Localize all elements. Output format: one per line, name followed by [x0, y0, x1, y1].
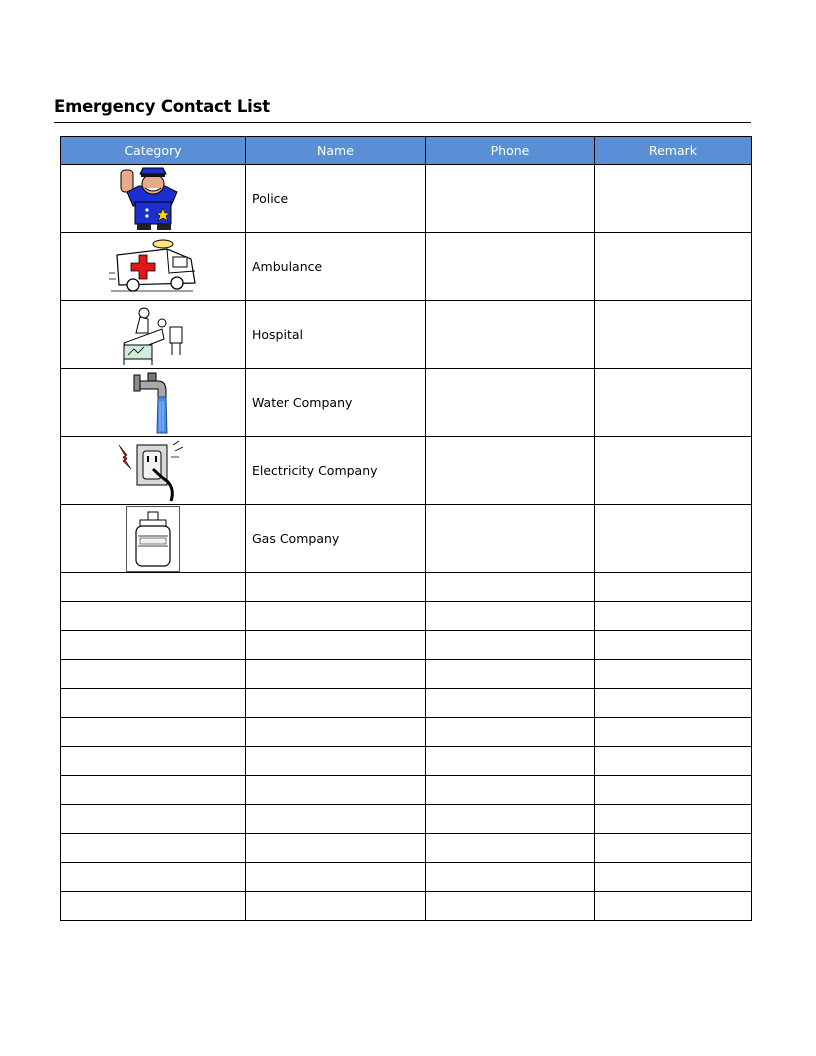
police-officer-icon: [113, 166, 193, 232]
category-cell[interactable]: [61, 718, 246, 747]
table-row-empty: [61, 631, 752, 660]
page-title: Emergency Contact List: [54, 97, 270, 116]
phone-cell[interactable]: [426, 573, 595, 602]
header-category: Category: [61, 137, 246, 165]
category-cell[interactable]: [61, 747, 246, 776]
phone-cell[interactable]: [426, 602, 595, 631]
header-phone: Phone: [426, 137, 595, 165]
phone-cell[interactable]: [426, 505, 595, 573]
contact-table: [60, 136, 752, 921]
name-cell[interactable]: [246, 573, 426, 602]
name-cell: Electricity Company: [246, 437, 426, 505]
name-cell[interactable]: [246, 892, 426, 921]
category-cell[interactable]: [61, 834, 246, 863]
remark-cell[interactable]: [595, 776, 752, 805]
name-cell[interactable]: [246, 863, 426, 892]
table-row-empty: [61, 805, 752, 834]
hospital-bed-icon: [118, 303, 188, 367]
name-cell: Water Company: [246, 369, 426, 437]
table-row-empty: [61, 689, 752, 718]
name-cell[interactable]: [246, 747, 426, 776]
table-row: [61, 437, 752, 505]
name-cell[interactable]: [246, 834, 426, 863]
table-row-empty: [61, 602, 752, 631]
phone-cell[interactable]: [426, 165, 595, 233]
remark-cell[interactable]: [595, 805, 752, 834]
category-cell: [61, 233, 246, 301]
name-cell[interactable]: [246, 660, 426, 689]
category-cell: [61, 301, 246, 369]
name-cell[interactable]: [246, 805, 426, 834]
name-cell: Ambulance: [246, 233, 426, 301]
category-cell[interactable]: [61, 602, 246, 631]
category-cell[interactable]: [61, 631, 246, 660]
remark-cell[interactable]: [595, 747, 752, 776]
table-row: [61, 233, 752, 301]
table-row-empty: [61, 834, 752, 863]
name-cell: Hospital: [246, 301, 426, 369]
phone-cell[interactable]: [426, 834, 595, 863]
remark-cell[interactable]: [595, 863, 752, 892]
name-cell[interactable]: [246, 602, 426, 631]
table-row-empty: [61, 747, 752, 776]
category-cell: [61, 165, 246, 233]
table-row-empty: [61, 892, 752, 921]
name-cell[interactable]: [246, 631, 426, 660]
phone-cell[interactable]: [426, 660, 595, 689]
phone-cell[interactable]: [426, 233, 595, 301]
remark-cell[interactable]: [595, 631, 752, 660]
phone-cell[interactable]: [426, 437, 595, 505]
category-cell[interactable]: [61, 863, 246, 892]
name-cell: Gas Company: [246, 505, 426, 573]
electric-outlet-icon: [113, 439, 193, 503]
gas-cylinder-icon: [126, 506, 180, 572]
category-cell[interactable]: [61, 689, 246, 718]
remark-cell[interactable]: [595, 573, 752, 602]
name-cell: Police: [246, 165, 426, 233]
table-row-empty: [61, 863, 752, 892]
category-cell: [61, 437, 246, 505]
table-row: [61, 505, 752, 573]
phone-cell[interactable]: [426, 747, 595, 776]
name-cell[interactable]: [246, 776, 426, 805]
phone-cell[interactable]: [426, 805, 595, 834]
water-faucet-icon: [128, 371, 178, 435]
header-name: Name: [246, 137, 426, 165]
table-row: [61, 165, 752, 233]
name-cell[interactable]: [246, 718, 426, 747]
table-row-empty: [61, 718, 752, 747]
remark-cell[interactable]: [595, 505, 752, 573]
category-cell: [61, 505, 246, 573]
table-header-row: [61, 137, 752, 165]
category-cell[interactable]: [61, 776, 246, 805]
phone-cell[interactable]: [426, 892, 595, 921]
table-row: [61, 369, 752, 437]
phone-cell[interactable]: [426, 718, 595, 747]
table-row-empty: [61, 660, 752, 689]
category-cell[interactable]: [61, 805, 246, 834]
phone-cell[interactable]: [426, 369, 595, 437]
title-divider: [54, 122, 751, 123]
phone-cell[interactable]: [426, 776, 595, 805]
phone-cell[interactable]: [426, 689, 595, 718]
category-cell[interactable]: [61, 573, 246, 602]
phone-cell[interactable]: [426, 863, 595, 892]
remark-cell[interactable]: [595, 165, 752, 233]
ambulance-icon: [107, 235, 199, 299]
remark-cell[interactable]: [595, 660, 752, 689]
name-cell[interactable]: [246, 689, 426, 718]
category-cell: [61, 369, 246, 437]
table-row-empty: [61, 776, 752, 805]
header-remark: Remark: [595, 137, 752, 165]
phone-cell[interactable]: [426, 301, 595, 369]
remark-cell[interactable]: [595, 602, 752, 631]
remark-cell[interactable]: [595, 834, 752, 863]
category-cell[interactable]: [61, 660, 246, 689]
remark-cell[interactable]: [595, 369, 752, 437]
table-row-empty: [61, 573, 752, 602]
table-row: [61, 301, 752, 369]
category-cell[interactable]: [61, 892, 246, 921]
phone-cell[interactable]: [426, 631, 595, 660]
remark-cell[interactable]: [595, 437, 752, 505]
remark-cell[interactable]: [595, 233, 752, 301]
remark-cell[interactable]: [595, 301, 752, 369]
remark-cell[interactable]: [595, 689, 752, 718]
remark-cell[interactable]: [595, 892, 752, 921]
remark-cell[interactable]: [595, 718, 752, 747]
